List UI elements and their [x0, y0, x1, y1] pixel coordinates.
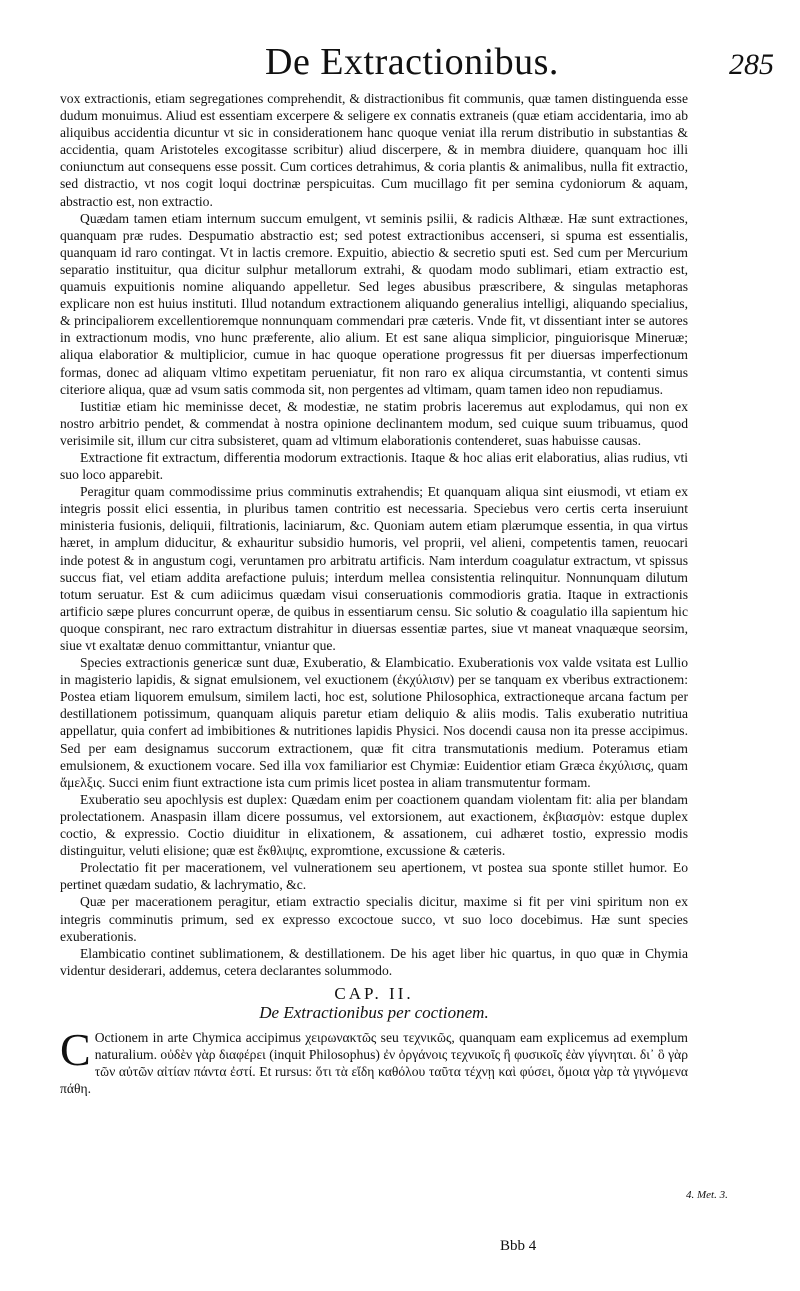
- chapter-heading: CAP. II.: [334, 983, 414, 1003]
- paragraph: Prolectatio fit per macerationem, vel vulnerationem seu apertionem, vt postea sua sponte stillet humor. Eo pertinet quædam sudatio, & lachrymatio, &c.: [60, 860, 688, 893]
- paragraph: Exuberatio seu apochlysis est duplex: Quædam enim per coactionem quandam violentam fit: alia per blandam prolectationem. Anaspasin illam dicere possumus, vel extorsionem, aut exactionem, ἐκβιασμὸν: estque duplex coctio, & expressio. Coctio diuiditur in elixationem, & assationem, cui adhæret tostio, expressio modis distinguitur, veluti elisione; quæ est ἔκθλιψις, expromtione, excussione & cæteris.: [60, 791, 688, 859]
- paragraph: Peragitur quam commodissime prius comminutis extrahendis; Et quanquam aliqua sint eiusmodi, vt etiam ex integris possit elici essentia, in pluribus tamen contritio est necessaria. Speciebus vero certis certa inseruiunt ministeria fusionis, deliquii, filtrationis, laciniarum, &c. Quoniam autem etiam plærumque essentia, in qua virtus hæret, in amplum diducitur, & exhauritur subsidio humoris, vel proprii, vel alieni, competentis tamen, reuocari inde potest & in angustum cogi, veruntamen pro arbitratu artificis. Nam interdum coagulatur extractum, vt spissus succus fiat, vel etiam addita arefactione puluis; interdum mellea consistentia relinquitur. Nonnunquam dilutum totum seruatur. Est & cum adiicimus quædam visui conseruationis commodioris gratia. Itaque in extractionis artificio sæpe plures concurrunt operæ, de quibus in essentiarum censu. Sic solutio & coagulatio illa sapientum hic quoque conspirant, nec raro extractum distrahitur in diuersas essentiæ partes, siue vt maneat vnaquæque seorsim, siue vt exaltatæ denuo committantur, vniantur que.: [60, 484, 688, 653]
- marginal-note: 4. Met. 3.: [686, 1189, 728, 1201]
- drop-cap-initial: C: [60, 1024, 91, 1076]
- signature-number: 4: [528, 1238, 537, 1254]
- chapter-paragraph-text: Octionem in arte Chymica accipimus χειρωνακτῶς seu τεχνικῶς, quanquam eam explicemus ad exemplum naturalium. οὐδὲν γὰρ διαφέρει (inquit Philosophus) ἐν ὀργάνοις τεχνικοῖς ἢ φυσικοῖς ἐὰν γίγνηται. δι᾽ ὃ γὰρ τῶν αὐτῶν αἰτίαν πάντα ἐστί. Et rursus: ὅτι τὰ εἴδη καθόλου ταῦτα τέχνῃ καὶ φύσει, ὅμοια γὰρ τὰ γιγνόμενα πάθη.: [60, 1030, 688, 1097]
- paragraph: Quædam tamen etiam internum succum emulgent, vt seminis psilii, & radicis Althææ. Hæ sunt extractiones, quanquam præ rudes. Despumatio abstractio est; sed potest extractionibus accenseri, si spuma est essentialis, quanquam id raro contingat. Vt in lactis cremore. Expuitio, abiectio & secretio sputi est. Sed cum per Mercurium separatio instituitur, qua dicitur sulphur metallorum extrahi, & quodam modo sublimari, etiam extractio est, quamuis expuitionis nomine aliquando appelletur. Sed leges abusibus præscribere, & singulas metaphoras explicare non est huius instituti. Illud notandum extractionem aliquando generalius intelligi, aliquando specialius, & principaliorem excellentioremque nonnunquam commendari præ cæteris. Vnde fit, vt dissentiant inter se autores in extractionum modis, vno hunc præferente, alio alium. Et est sane aliqua simplicior, pinguiorisque Mineruæ; aliqua elaboratior & multiplicior, cumue in hac quoque operatione progressus fit per diuersas imperfectionum formas, donec ad aliquam vltimo expetitam perueniatur, fit non raro ex aliqua circumstantia, vt contenti simus citeriore aliqua, quæ ad vsum satis commoda sit, non pergentes ad vltimam, quam tamen ideo non repudiamus.: [60, 210, 688, 397]
- main-text: [60, 90, 688, 1097]
- chapter-subtitle: De Extractionibus per coctionem.: [259, 1002, 489, 1022]
- paragraph: Extractione fit extractum, differentia modorum extractionis. Itaque & hoc alias erit elaboratius, alias rudius, vti suo loco apparebit.: [60, 449, 688, 483]
- signature-mark: [500, 1238, 536, 1255]
- running-title: De Extractionibus.: [265, 41, 559, 83]
- page-number: 285: [729, 48, 774, 81]
- paragraph: Quæ per macerationem peragitur, etiam extractio specialis dicitur, maxime si fit per vini spiritum non ex integris comminutis primum, sed ex expresso excoctoue succo, vt suo loco docebimus. Hæ sunt species exuberationis.: [60, 894, 688, 944]
- paragraph: vox extractionis, etiam segregationes comprehendit, & distractionibus fit communis, quæ tamen distinguenda esse dudum monuimus. Aliud est essentiam excerpere & seligere ex connatis extraneis (quæ etiam accidentaria, imo ab aliquibus accidentia dicuntur vt sic in considerationem hanc quoque veniat illa rerum distributio in substantias & accidentia, quam Aristoteles excogitasse scribitur) aliud discerpere, & in membra diuidere, quanquam hoc illi coniunctum aut consequens esse possit. Cum cortices detrahimus, & coria plantis & animalibus, nulla fit extractio, sed distractio, vt nos cogit loqui doctrinæ perspicuitas. Cum mucillago fit per semina cydoniorum & aquam, abstractio est, non extractio.: [60, 91, 688, 209]
- paragraph: Iustitiæ etiam hic meminisse decet, & modestiæ, ne statim probris laceremus aut explodamus, qui non ex nostro arbitrio pendet, & commendat à nostra opinione declinantem modum, sed cuique suum tribuamus, quod verisimile sit, illum cur citra subsisteret, quam ad vltimum elaborationis contenderet, suas habuisse causas.: [60, 398, 688, 448]
- paragraph: Species extractionis genericæ sunt duæ, Exuberatio, & Elambicatio. Exuberationis vox valde vsitata est Lullio in magisterio lapidis, & signat emulsionem, vel exuctionem (ἐκχύλισιν) per se tanquam ex vberibus extractionem: Postea etiam liquorem emulsum, similem lacti, hoc est, solutione Philosophica, extractioneque arcana factum per destillationem potissimum, quanquam aliquis paretur etiam deliquio & aliis modis. Talis exuberatio nutritiua appellatur, quia confert ad imbibitiones & nutritiones lapidis Physici. Nos docendi causa non ita presse accipimus. Sed per eam designamus succorum extractionem, quæ fit citra transmutationis medium. Poteramus etiam emulsionem, & exuctionem vocare. Sed illa vox familiarior est Chymiæ: Euidentior etiam Græca ἐκχύλισις, quam ἄμελξις. Succi enim fiunt extractione ista cum primis licet postea in aliam transmutentur formam.: [60, 655, 688, 790]
- signature-letters: Bbb: [500, 1238, 526, 1254]
- page-footer: [60, 1238, 688, 1260]
- chapter-first-paragraph: [60, 1024, 688, 1097]
- paragraph: Elambicatio continet sublimationem, & destillationem. De his aget liber hic quartus, in quo quæ in Chymia videntur desiderari, addemus, cetera declarantes solummodo.: [60, 945, 688, 978]
- page-header: [60, 34, 780, 94]
